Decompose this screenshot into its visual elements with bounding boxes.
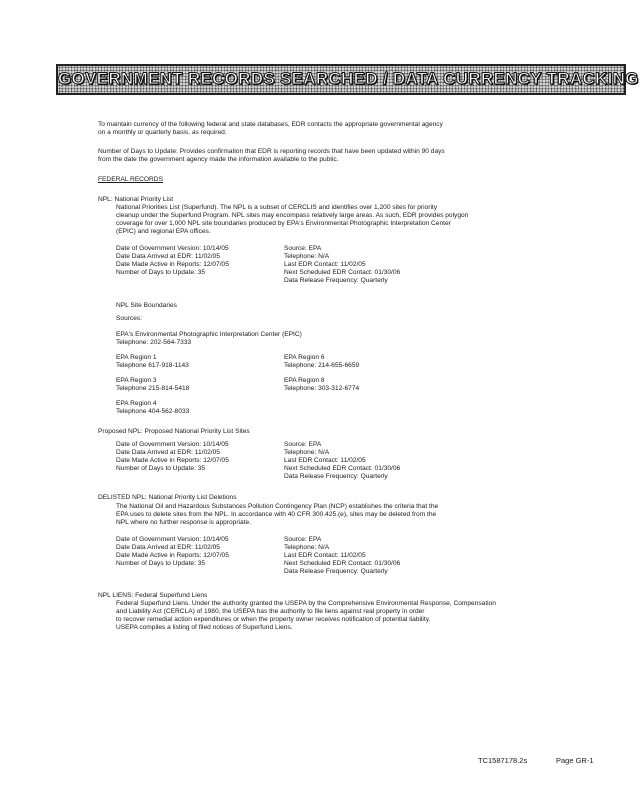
footer-doc-id: TC1587178.2s	[478, 756, 528, 765]
delisted-telephone: Telephone: N/A	[284, 544, 330, 551]
npl-desc-line: coverage for over 1,000 NPL site boundaries produced by EPA's Environmental Photographic Interpretation Center	[116, 220, 451, 227]
npl-frequency: Data Release Frequency: Quarterly	[284, 277, 388, 284]
delisted-heading: DELISTED NPL: National Priority List Deletions	[98, 494, 237, 501]
boundaries-sources-label: Sources:	[116, 315, 143, 322]
delisted-date-arrived: Date Data Arrived at EDR: 11/02/05	[116, 544, 220, 551]
proposed-telephone: Telephone: N/A	[284, 449, 330, 456]
npl-desc-line: (EPIC) and regional EPA offices.	[116, 228, 211, 235]
region-phone: Telephone: 214-655-6659	[284, 362, 360, 369]
region-name: EPA Region 1	[116, 354, 157, 361]
delisted-next-contact: Next Scheduled EDR Contact: 01/30/06	[284, 560, 401, 567]
npl-source: Source: EPA	[284, 245, 322, 252]
npl-heading: NPL: National Priority List	[98, 196, 174, 203]
proposed-frequency: Data Release Frequency: Quarterly	[284, 473, 388, 480]
npl-date-arrived: Date Data Arrived at EDR: 11/02/05	[116, 253, 220, 260]
npl-days-update: Number of Days to Update: 35	[116, 269, 206, 276]
region-phone: Telephone: 303-312-6774	[284, 385, 360, 392]
proposed-source: Source: EPA	[284, 441, 322, 448]
region-name: EPA Region 3	[116, 377, 157, 384]
npl-next-contact: Next Scheduled EDR Contact: 01/30/06	[284, 269, 401, 276]
delisted-last-contact: Last EDR Contact: 11/02/05	[284, 552, 366, 559]
proposed-heading: Proposed NPL: Proposed National Priority List Sites	[98, 428, 250, 435]
npl-desc-line: National Priorities List (Superfund). The NPL is a subset of CERCLIS and identifies over 1,200 sites for priority	[116, 204, 438, 211]
days-note-line: from the date the government agency made the information available to the public.	[98, 156, 339, 163]
npl-desc-line: cleanup under the Superfund Program. NPL sites may encompass relatively large areas. As such, EDR provides polygon	[116, 212, 469, 219]
delisted-date-active: Date Made Active in Reports: 12/07/05	[116, 552, 229, 559]
intro-line: on a monthly or quarterly basis, as required.	[98, 129, 227, 136]
delisted-desc-line: NPL where no further response is appropriate.	[116, 519, 252, 526]
epic-phone: Telephone: 202-564-7333	[116, 339, 192, 346]
title-banner	[56, 64, 639, 95]
federal-records-heading: FEDERAL RECORDS	[98, 176, 163, 183]
liens-desc-line: USEPA compiles a listing of filed notices of Superfund Liens.	[116, 624, 293, 631]
npl-last-contact: Last EDR Contact: 11/02/05	[284, 261, 366, 268]
proposed-date-active: Date Made Active in Reports: 12/07/05	[116, 457, 229, 464]
epic-name: EPA's Environmental Photographic Interpretation Center (EPIC)	[116, 331, 302, 338]
region-phone: Telephone 215-814-5418	[116, 385, 190, 392]
region-phone: Telephone 404-562-8033	[116, 408, 190, 415]
region-phone: Telephone 617-918-1143	[116, 362, 189, 369]
region-name: EPA Region 6	[284, 354, 325, 361]
region-name: EPA Region 4	[116, 400, 157, 407]
proposed-last-contact: Last EDR Contact: 11/02/05	[284, 457, 366, 464]
page-title: GOVERNMENT RECORDS SEARCHED / DATA CURRENCY TRACKING	[58, 69, 639, 88]
proposed-next-contact: Next Scheduled EDR Contact: 01/30/06	[284, 465, 401, 472]
liens-desc-line: Federal Superfund Liens. Under the authority granted the USEPA by the Comprehensive Environmental Response, Compensation	[116, 600, 496, 607]
proposed-gov-version: Date of Government Version: 10/14/05	[116, 441, 229, 448]
intro-line: To maintain currency of the following federal and state databases, EDR contacts the appropriate governmental agency	[98, 121, 443, 128]
delisted-desc-line: The National Oil and Hazardous Substances Pollution Contingency Plan (NCP) establishes the criteria that the	[116, 503, 439, 510]
npl-date-active: Date Made Active in Reports: 12/07/05	[116, 261, 229, 268]
proposed-days-update: Number of Days to Update: 35	[116, 465, 206, 472]
delisted-frequency: Data Release Frequency: Quarterly	[284, 568, 388, 575]
footer-page-number: Page GR-1	[556, 756, 594, 765]
delisted-days-update: Number of Days to Update: 35	[116, 560, 206, 567]
liens-heading: NPL LIENS: Federal Superfund Liens	[98, 592, 208, 599]
liens-desc-line: to recover remedial action expenditures or when the property owner receives notification of potential liability.	[116, 616, 431, 623]
days-note-line: Number of Days to Update: Provides confirmation that EDR is reporting records that have been updated within 90 days	[98, 148, 445, 155]
proposed-date-arrived: Date Data Arrived at EDR: 11/02/05	[116, 449, 220, 456]
boundaries-heading: NPL Site Boundaries	[116, 302, 177, 309]
region-name: EPA Region 8	[284, 377, 325, 384]
delisted-gov-version: Date of Government Version: 10/14/05	[116, 536, 229, 543]
delisted-source: Source: EPA	[284, 536, 322, 543]
liens-desc-line: and Liability Act (CERCLA) of 1980, the USEPA has the authority to file liens against real property in order	[116, 608, 425, 615]
npl-gov-version: Date of Government Version: 10/14/05	[116, 245, 229, 252]
delisted-desc-line: EPA uses to delete sites from the NPL. In accordance with 40 CFR 300.425.(e), sites may be deleted from the	[116, 511, 437, 518]
npl-telephone: Telephone: N/A	[284, 253, 330, 260]
